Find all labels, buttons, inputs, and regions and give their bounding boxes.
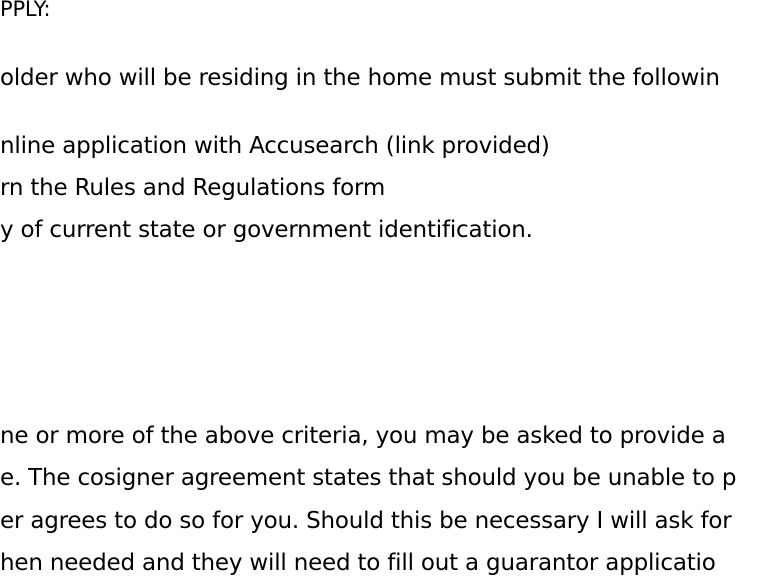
intro-text: older who will be residing in the home must submit the followin (0, 65, 720, 91)
cosigner-paragraph-line: hen needed and they will need to fill out a guarantor applicatio (0, 550, 716, 576)
cosigner-paragraph-line: e. The cosigner agreement states that should you be unable to p (0, 465, 737, 491)
cosigner-paragraph-line: er agrees to do so for you. Should this be necessary I will ask for (0, 508, 732, 534)
requirement-item: rn the Rules and Regulations form (0, 175, 386, 201)
requirement-item: nline application with Accusearch (link provided) (0, 133, 550, 159)
section-heading: PPLY: (0, 0, 51, 21)
requirement-item: y of current state or government identification. (0, 217, 533, 243)
cosigner-paragraph-line: ne or more of the above criteria, you may be asked to provide a (0, 423, 726, 449)
